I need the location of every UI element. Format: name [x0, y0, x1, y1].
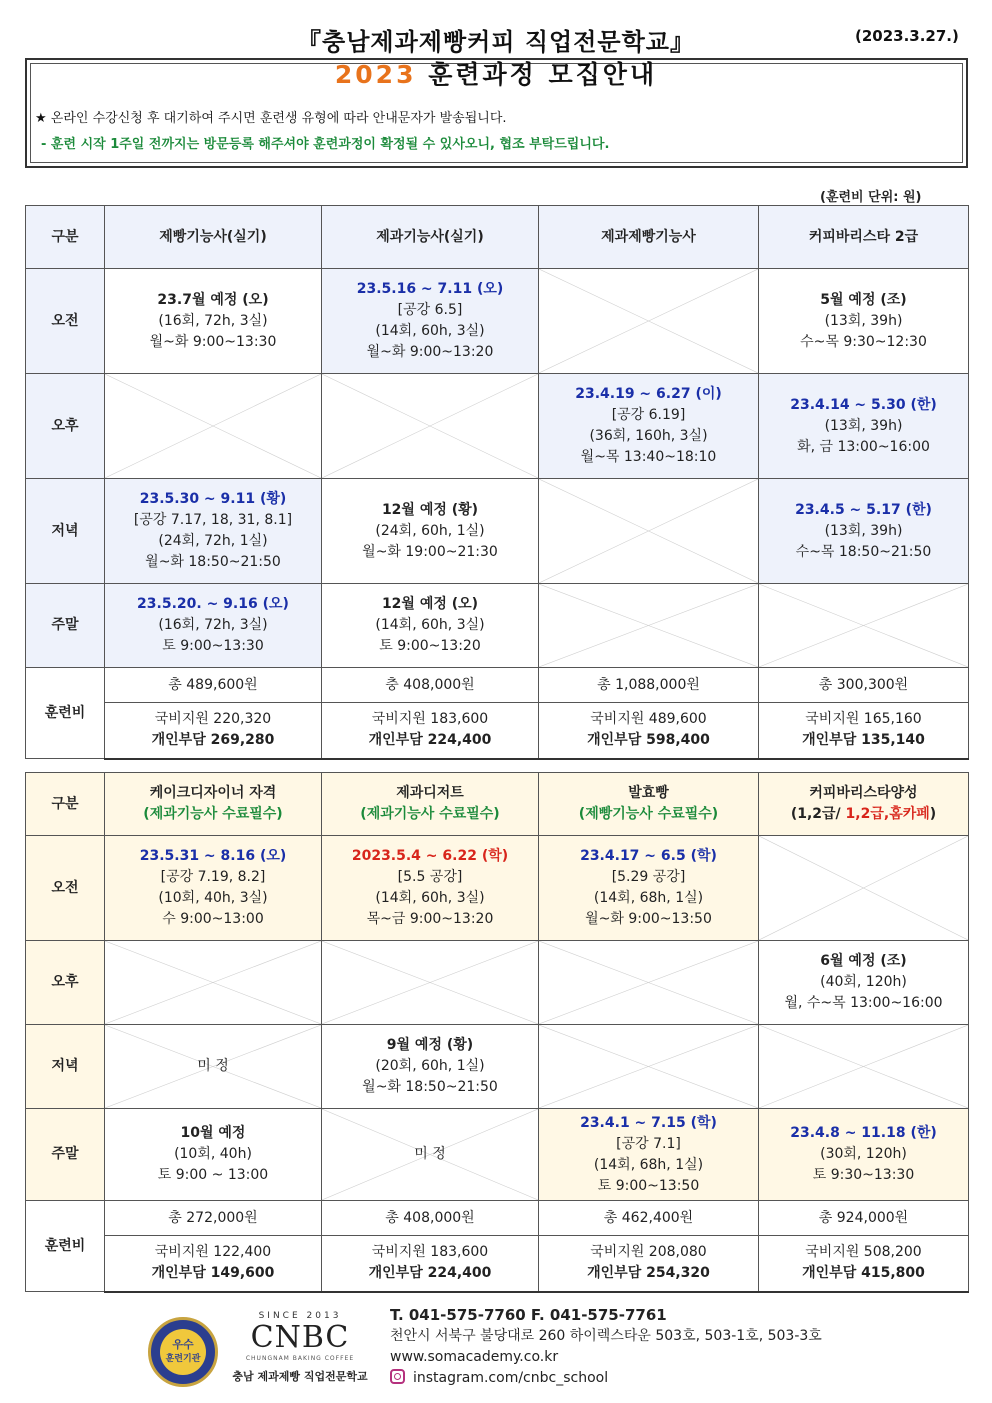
- cell-line: 23.5.20. ~ 9.16 (오): [137, 596, 289, 612]
- cell-line: 23.5.16 ~ 7.11 (오): [356, 281, 504, 297]
- cross-out-icon: [759, 584, 968, 667]
- row-label-afternoon: 오후: [26, 941, 105, 1025]
- fee-gov: 국비지원 208,080: [590, 1244, 707, 1261]
- cell-line: (14회, 60h, 3실): [375, 617, 485, 633]
- course-header: 제과기능사(실기): [322, 206, 539, 269]
- fee-self: 개인부담 254,320: [587, 1265, 710, 1282]
- cell-line: (36회, 160h, 3실): [589, 428, 708, 444]
- cell-line: 5월 예정 (조): [820, 291, 907, 308]
- course-name: 커피바리스타양성: [809, 785, 918, 801]
- schedule-cell: [105, 584, 322, 668]
- fee-total: 총 300,300원: [759, 668, 969, 703]
- cell-line: 23.5.30 ~ 9.11 (황): [139, 491, 287, 507]
- schedule-cell: [759, 941, 969, 1025]
- cell-line: (14회, 60h, 3실): [375, 323, 485, 339]
- course-name: 케이크디자이너 자격: [149, 785, 277, 801]
- course-header: 제빵기능사(실기): [105, 206, 322, 269]
- cell-line: (24회, 60h, 1실): [375, 522, 485, 539]
- cell-line: (14회, 68h, 1실): [593, 1156, 704, 1173]
- logo-subtitle: CHUNGNAM BAKING COFFEE: [245, 1355, 355, 1362]
- cell-line: (13회, 39h): [824, 522, 903, 539]
- cell-line: 토 9:00~13:30: [162, 638, 264, 654]
- cell-line: 토 9:00~13:50: [597, 1177, 700, 1194]
- fee-unit-note: (훈련비 단위: 원): [820, 190, 922, 205]
- course-header: [322, 773, 539, 836]
- cell-line: [공강 6.19]: [611, 407, 686, 423]
- recruitment-year: 2023: [334, 60, 417, 89]
- cell-line: (13회, 39h): [824, 312, 903, 329]
- fee-detail: [322, 703, 539, 759]
- fee-self: 개인부담 224,400: [368, 1265, 492, 1282]
- empty-cell: [539, 941, 759, 1025]
- badge-inner: [160, 1329, 206, 1375]
- schedule-cell: [105, 1109, 322, 1201]
- instagram-icon: [390, 1369, 405, 1384]
- empty-cell: [759, 1025, 969, 1109]
- cell-line: (10회, 40h, 3실): [158, 890, 268, 906]
- footer: [0, 1305, 992, 1403]
- cell-line: 12월 예정 (황): [381, 501, 479, 518]
- course-name: 제과디저트: [396, 785, 464, 801]
- schedule-cell: [322, 479, 539, 584]
- cell-line: 월~목 13:40~18:10: [580, 449, 717, 465]
- cross-out-icon: [539, 1025, 758, 1108]
- row-label-morning: 오전: [26, 836, 105, 941]
- empty-cell: [539, 269, 759, 374]
- cell-line: 10월 예정: [180, 1125, 246, 1141]
- cell-line: [5.5 공강]: [397, 869, 463, 885]
- table2-fee-detail-row: [26, 1236, 969, 1292]
- excellent-institution-badge-icon: [148, 1317, 218, 1387]
- course-header: [539, 773, 759, 836]
- website-link[interactable]: www.somacademy.co.kr: [390, 1349, 559, 1365]
- table2-weekend-row: [26, 1109, 969, 1201]
- cross-out-icon: [539, 269, 758, 373]
- course-note: ): [929, 806, 937, 822]
- cell-line: 월~화 9:00~13:50: [585, 911, 712, 927]
- cell-line: [공강 6.5]: [397, 302, 463, 318]
- cell-line: (16회, 72h, 3실): [158, 617, 268, 633]
- schedule-cell: [322, 269, 539, 374]
- cell-line: (14회, 60h, 3실): [375, 890, 485, 906]
- school-title: 『충남제과제빵커피 직업전문학교』: [297, 28, 695, 56]
- fee-gov: 국비지원 183,600: [371, 1244, 489, 1261]
- cross-out-icon: [539, 479, 758, 583]
- table2-fee-total-row: [26, 1201, 969, 1236]
- cell-line: 23.4.5 ~ 5.17 (한): [795, 501, 932, 518]
- course-note: (제빵기능사 수료필수): [578, 806, 719, 822]
- table1-morning-row: [26, 269, 969, 374]
- recruitment-title: [0, 55, 992, 91]
- row-label-morning: 오전: [26, 269, 105, 374]
- cell-line: 토 9:00~13:20: [379, 638, 481, 654]
- cell-line: 월~화 18:50~21:50: [145, 554, 281, 570]
- phone-fax: T. 041-575-7760 F. 041-575-7761: [390, 1306, 667, 1324]
- schedule-cell: [539, 1109, 759, 1201]
- table1-header-row: [26, 206, 969, 269]
- cross-out-icon: [539, 941, 758, 1024]
- fee-total: 총 489,600원: [105, 668, 322, 703]
- instagram-link[interactable]: [390, 1368, 822, 1389]
- schedule-cell: [539, 836, 759, 941]
- fee-detail: [759, 703, 969, 759]
- cell-line: 9월 예정 (황): [386, 1037, 474, 1053]
- fee-total: 충 408,000원: [322, 668, 539, 703]
- address: 천안시 서북구 불당대로 260 하이렉스타운 503호, 503-1호, 503-3호: [390, 1328, 822, 1344]
- fee-detail: [539, 703, 759, 759]
- cell-line: (10회, 40h): [174, 1146, 252, 1162]
- cell-line: [공강 7.1]: [616, 1135, 681, 1152]
- logo-school-name: 충남 제과제빵 직업전문학교: [232, 1370, 368, 1383]
- category-header: 구분: [26, 773, 105, 836]
- cross-out-icon: [539, 584, 758, 667]
- fee-detail: [322, 1236, 539, 1292]
- fee-self: 개인부담 149,600: [151, 1265, 275, 1282]
- cell-line: (20회, 60h, 1실): [375, 1058, 485, 1074]
- fee-detail: [539, 1236, 759, 1292]
- empty-cell: [105, 941, 322, 1025]
- cross-out-icon: [322, 941, 538, 1024]
- schedule-table-1: [25, 205, 969, 760]
- issue-date: (2023.3.27.): [855, 27, 959, 45]
- logo-since: SINCE 2013: [258, 1311, 342, 1321]
- cell-line: [공강 7.17, 18, 31, 8.1]: [133, 512, 293, 528]
- cell-line: (16회, 72h, 3실): [158, 312, 268, 329]
- cell-line: 수~목 9:30~12:30: [800, 333, 927, 350]
- table1-afternoon-row: [26, 374, 969, 479]
- contact-info: [390, 1305, 822, 1389]
- cross-out-icon: [322, 374, 538, 478]
- cross-out-icon: [759, 1025, 968, 1108]
- schedule-cell: [105, 269, 322, 374]
- fee-self: 개인부담 415,800: [802, 1265, 925, 1282]
- cross-out-icon: [759, 836, 968, 940]
- row-label-afternoon: 오후: [26, 374, 105, 479]
- row-label-evening: 저녁: [26, 1025, 105, 1109]
- cell-line: 월~화 9:00~13:20: [366, 344, 494, 360]
- logo-wordmark: CNBC: [250, 1320, 350, 1355]
- fee-gov: 국비지원 508,200: [805, 1244, 922, 1261]
- row-label-fee: 훈련비: [26, 1201, 105, 1292]
- cross-out-icon: [105, 374, 321, 478]
- fee-gov: 국비지원 183,600: [371, 711, 489, 728]
- schedule-cell: [759, 269, 969, 374]
- row-label-fee: 훈련비: [26, 668, 105, 759]
- course-header: 제과제빵기능사: [539, 206, 759, 269]
- cell-line: 화, 금 13:00~16:00: [797, 438, 930, 455]
- cell-line: 23.4.1 ~ 7.15 (학): [580, 1114, 717, 1131]
- schedule-cell: [322, 584, 539, 668]
- fee-self: 개인부담 135,140: [802, 732, 925, 749]
- table2-morning-row: [26, 836, 969, 941]
- fee-gov: 국비지원 489,600: [590, 711, 707, 728]
- cell-line: 월, 수~목 13:00~16:00: [784, 995, 943, 1011]
- cell-line: 2023.5.4 ~ 6.22 (학): [351, 848, 509, 864]
- row-label-evening: 저녁: [26, 479, 105, 584]
- cell-line: 월~화 9:00~13:30: [149, 333, 277, 350]
- cell-line: 수 9:00~13:00: [162, 911, 264, 927]
- fee-total: 총 924,000원: [759, 1201, 969, 1236]
- table1-fee-total-row: [26, 668, 969, 703]
- course-note: (제과기능사 수료필수): [360, 806, 500, 822]
- course-note: (1,2급/: [790, 806, 846, 822]
- empty-cell: [539, 584, 759, 668]
- schedule-cell: [759, 479, 969, 584]
- fee-total: 총 408,000원: [322, 1201, 539, 1236]
- table2-header-row: [26, 773, 969, 836]
- cell-line: 23.7월 예정 (오): [157, 291, 269, 308]
- cell-line: (14회, 68h, 1실): [593, 890, 704, 906]
- table1-weekend-row: [26, 584, 969, 668]
- cell-line: 월~화 18:50~21:50: [362, 1079, 498, 1095]
- cell-line: 목~금 9:00~13:20: [366, 911, 494, 927]
- row-label-weekend: 주말: [26, 584, 105, 668]
- empty-cell: [322, 374, 539, 479]
- fee-self: 개인부담 269,280: [151, 732, 275, 749]
- cell-line: 23.4.19 ~ 6.27 (이): [575, 386, 722, 402]
- cell-line: 월~화 19:00~21:30: [362, 543, 498, 560]
- schedule-cell: [539, 374, 759, 479]
- cell-line: 토 9:00 ~ 13:00: [157, 1167, 269, 1183]
- cell-line: 수~목 18:50~21:50: [795, 543, 932, 560]
- cell-line: 23.5.31 ~ 8.16 (오): [139, 848, 287, 864]
- cell-line: 23.4.14 ~ 5.30 (한): [790, 396, 937, 413]
- course-header: [105, 773, 322, 836]
- cell-line: (40회, 120h): [820, 974, 907, 990]
- fee-total: 총 1,088,000원: [539, 668, 759, 703]
- cell-line: (13회, 39h): [824, 417, 903, 434]
- fee-self: 개인부담 598,400: [587, 732, 710, 749]
- table2-evening-row: [26, 1025, 969, 1109]
- schedule-cell: [322, 836, 539, 941]
- course-note: (제과기능사 수료필수): [143, 806, 283, 822]
- undecided-cell: [105, 1025, 322, 1109]
- cell-line: (30회, 120h): [820, 1146, 907, 1162]
- empty-cell: [105, 374, 322, 479]
- course-note-highlight: 1,2급,홈카페: [845, 806, 930, 822]
- schedule-table-2: [25, 772, 969, 1293]
- fee-detail: [105, 703, 322, 759]
- badge-text: 우수: [172, 1338, 194, 1351]
- cell-line: 미 정: [414, 1146, 446, 1162]
- cell-line: 23.4.8 ~ 11.18 (한): [790, 1125, 937, 1141]
- schedule-cell: [105, 836, 322, 941]
- cell-line: [5.29 공강]: [611, 869, 686, 885]
- schedule-cell: [322, 1025, 539, 1109]
- cell-line: 토 9:30~13:30: [812, 1167, 915, 1183]
- table1-evening-row: [26, 479, 969, 584]
- cell-line: 미 정: [197, 1058, 229, 1074]
- empty-cell: [759, 584, 969, 668]
- recruitment-subtitle: 훈련과정 모집안내: [416, 60, 658, 89]
- empty-cell: [759, 836, 969, 941]
- table2-afternoon-row: [26, 941, 969, 1025]
- fee-gov: 국비지원 220,320: [154, 711, 272, 728]
- empty-cell: [322, 941, 539, 1025]
- course-header: 커피바리스타 2급: [759, 206, 969, 269]
- instagram-handle[interactable]: instagram.com/cnbc_school: [413, 1370, 609, 1386]
- notice-line-1: ★ 온라인 수강신청 후 대기하여 주시면 훈련생 유형에 따라 안내문자가 발송됩니다.: [35, 111, 507, 126]
- course-name: 발효빵: [628, 785, 669, 801]
- cell-line: [공강 7.19, 8.2]: [160, 869, 266, 885]
- category-header: 구분: [26, 206, 105, 269]
- cell-line: 23.4.17 ~ 6.5 (학): [580, 848, 717, 864]
- fee-total: 총 462,400원: [539, 1201, 759, 1236]
- cell-line: 6월 예정 (조): [820, 953, 907, 969]
- fee-detail: [759, 1236, 969, 1292]
- schedule-cell: [759, 374, 969, 479]
- fee-total: 총 272,000원: [105, 1201, 322, 1236]
- fee-self: 개인부담 224,400: [368, 732, 492, 749]
- row-label-weekend: 주말: [26, 1109, 105, 1201]
- schedule-cell: [105, 479, 322, 584]
- fee-gov: 국비지원 122,400: [154, 1244, 272, 1261]
- notice-line-2: - 훈련 시작 1주일 전까지는 방문등록 해주셔야 훈련과정이 확정될 수 있사오니, 협조 부탁드립니다.: [41, 137, 610, 152]
- badge-text: 훈련기관: [165, 1354, 201, 1364]
- fee-gov: 국비지원 165,160: [805, 711, 922, 728]
- cell-line: 12월 예정 (오): [381, 596, 479, 612]
- empty-cell: [539, 1025, 759, 1109]
- empty-cell: [539, 479, 759, 584]
- cnbc-logo: [230, 1311, 370, 1384]
- schedule-cell: [759, 1109, 969, 1201]
- cross-out-icon: [105, 941, 321, 1024]
- fee-detail: [105, 1236, 322, 1292]
- table1-fee-detail-row: [26, 703, 969, 759]
- course-header: [759, 773, 969, 836]
- cell-line: (24회, 72h, 1실): [158, 533, 268, 549]
- undecided-cell: [322, 1109, 539, 1201]
